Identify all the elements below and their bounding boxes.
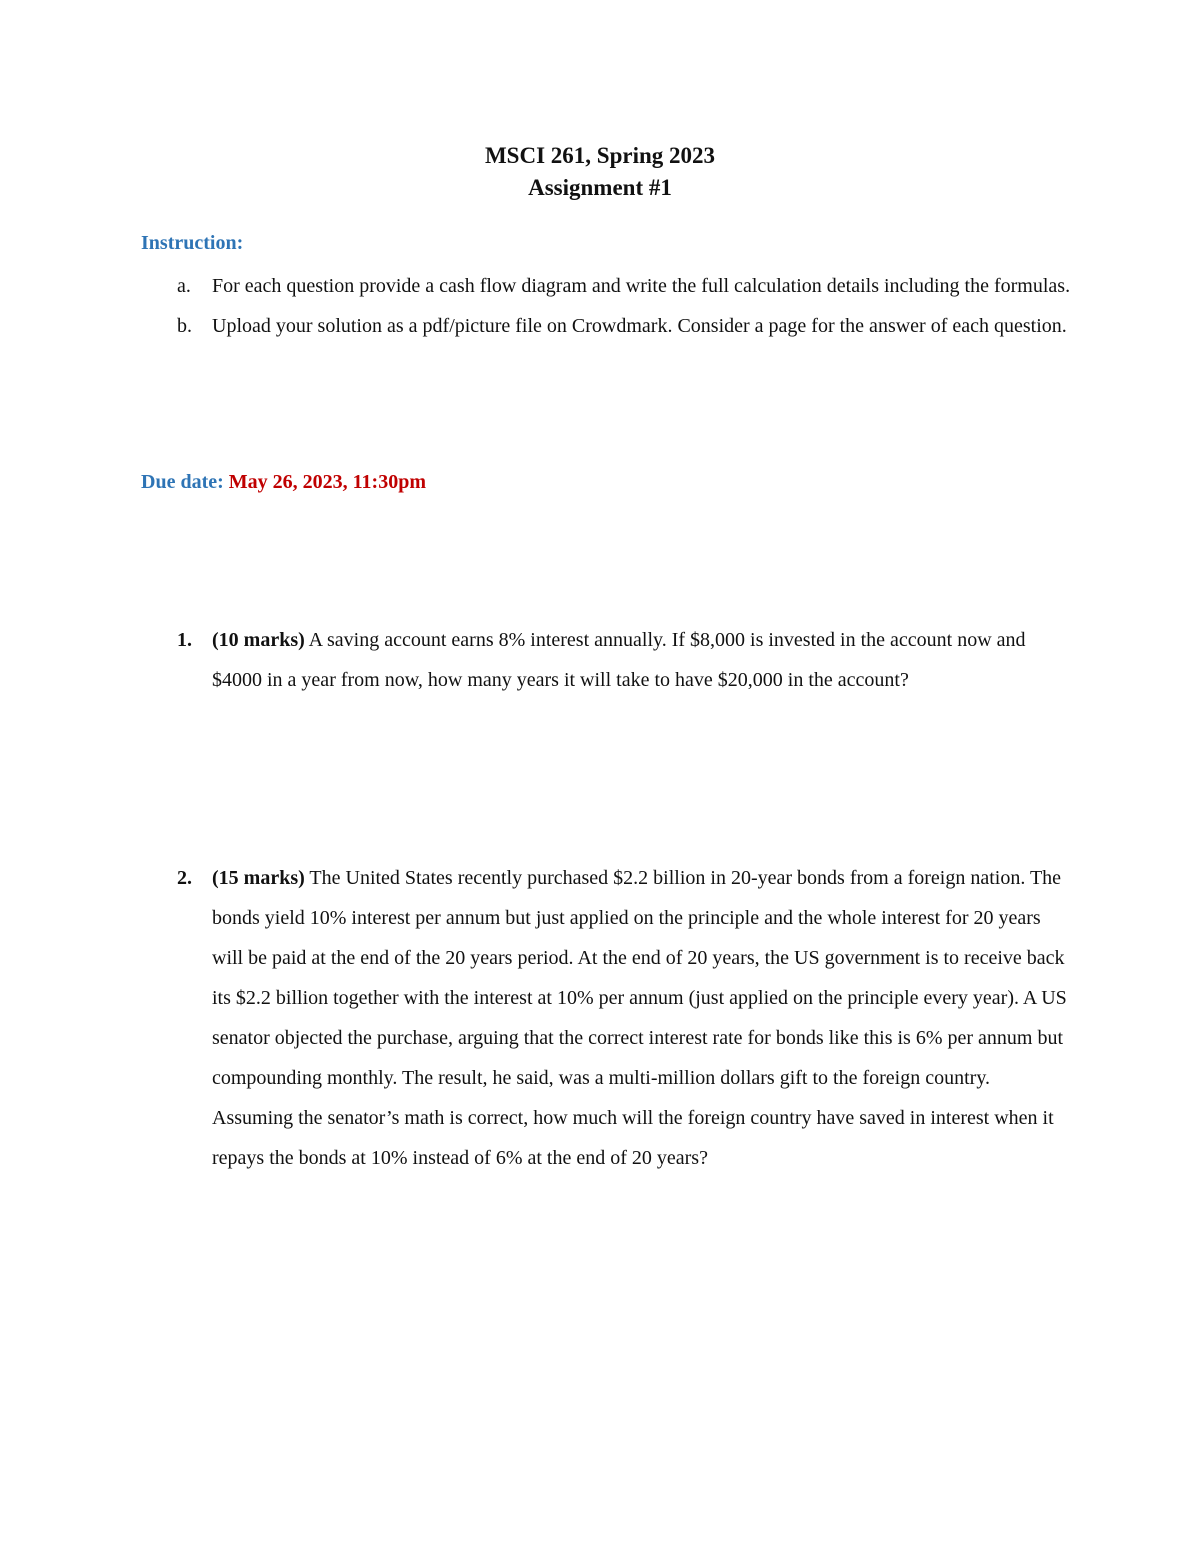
- instruction-heading: Instruction:: [141, 232, 244, 254]
- instruction-letter: a.: [177, 275, 191, 297]
- instruction-text: Upload your solution as a pdf/picture file on Crowdmark. Consider a page for the answer of each question.: [212, 315, 1067, 337]
- course-title: MSCI 261, Spring 2023: [484, 143, 716, 168]
- question-marks: (15 marks): [212, 867, 305, 889]
- instruction-item-a: [141, 266, 1071, 306]
- instruction-item-b: [141, 306, 1071, 346]
- instruction-list: [141, 266, 1071, 346]
- assignment-title: Assignment #1: [528, 175, 672, 200]
- question-text-block: [141, 620, 1071, 700]
- question-text-block: [141, 858, 1071, 1178]
- instruction-text: For each question provide a cash flow diagram and write the full calculation details including the formulas.: [212, 275, 1071, 297]
- question-number: 1.: [177, 629, 192, 651]
- due-date-label: Due date:: [141, 471, 224, 493]
- question-number: 2.: [177, 867, 192, 889]
- question-2: [141, 858, 1071, 1178]
- question-1: [141, 620, 1071, 700]
- instruction-letter: b.: [177, 315, 192, 337]
- title-block: [0, 140, 1200, 204]
- question-body: The United States recently purchased $2.2 billion in 20-year bonds from a foreign nation. The bonds yield 10% interest per annum but just applied on the principle and the whole interest for 20 years will be paid at the end of the 20 years period. At the end of 20 years, the US government is to receive back its $2.2 billion together with the interest at 10% per annum (just applied on the principle every year). A US senator objected the purchase, arguing that the correct interest rate for bonds like this is 6% per annum but compounding monthly. The result, he said, was a multi-million dollars gift to the foreign country. Assuming the senator’s math is correct, how much will the foreign country have saved in interest when it repays the bonds at 10% instead of 6% at the end of 20 years?: [212, 867, 1067, 1169]
- due-date-line: [141, 468, 426, 496]
- question-body: A saving account earns 8% interest annually. If $8,000 is invested in the account now and $4000 in a year from now, how many years it will take to have $20,000 in the account?: [212, 629, 1026, 691]
- question-marks: (10 marks): [212, 629, 305, 651]
- due-date-value: May 26, 2023, 11:30pm: [228, 471, 426, 493]
